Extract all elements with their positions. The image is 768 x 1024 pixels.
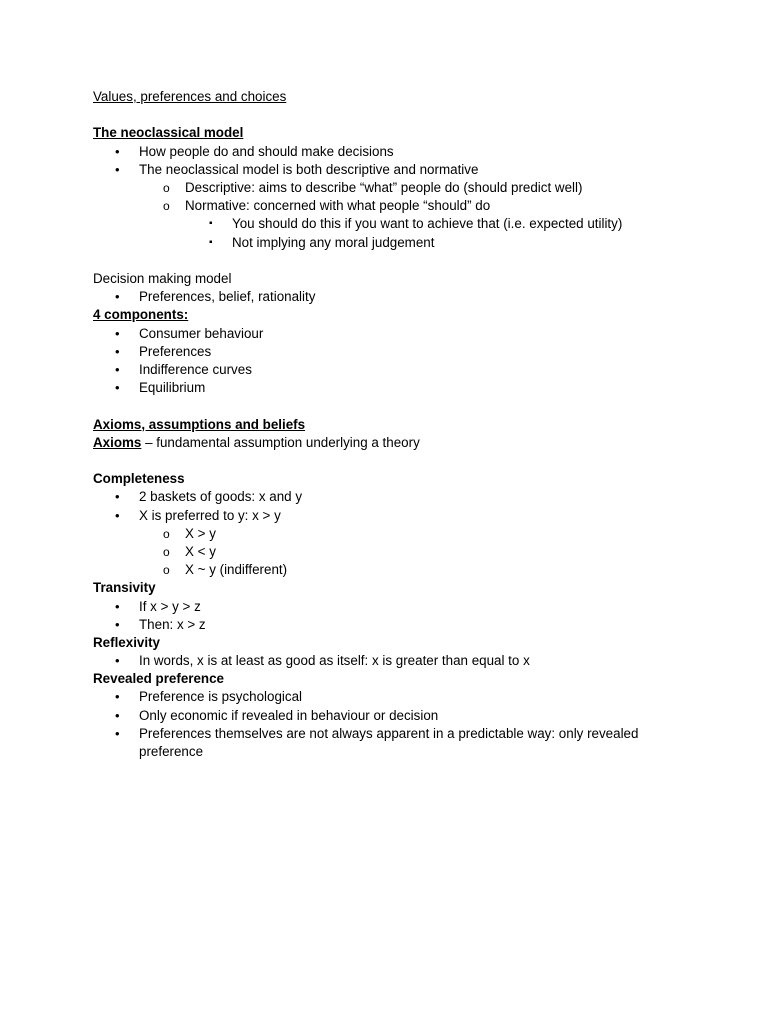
circle-marker: o [163,180,170,195]
list-item-text: Descriptive: aims to describe “what” people do (should predict well) [185,179,583,195]
neoclassical-heading: The neoclassical model [93,125,244,141]
list-item-text: If x > y > z [139,598,201,614]
sub-list-item [93,197,693,215]
bullet-marker: • [115,616,120,632]
bullet-marker: • [115,653,120,669]
spacer [93,106,693,124]
axioms-definition [93,434,693,452]
list-item [93,598,693,616]
list-item-text: X < y [185,543,216,559]
list-item [93,379,693,397]
bullet-marker: • [115,289,120,305]
list-item [93,616,693,634]
list-item-text: Preferences themselves are not always apparent in a predictable way: only revealed preference [139,725,639,760]
bullet-marker: • [115,161,120,177]
square-marker: ▪ [209,236,213,248]
circle-marker: o [163,199,170,214]
list-item-text: Normative: concerned with what people “should” do [185,198,491,214]
list-item [93,361,693,379]
sub-list-item [93,543,693,561]
list-item-text: Not implying any moral judgement [232,234,435,250]
spacer [93,397,693,415]
bullet-marker: • [115,689,120,705]
spacer [93,252,693,270]
axioms-heading: Axioms, assumptions and beliefs [93,416,306,432]
sub-list-item [93,525,693,543]
list-item-text: Then: x > z [139,616,206,632]
list-item [93,325,693,343]
list-item-text: The neoclassical model is both descriptive and normative [139,161,479,177]
components-heading: 4 components: [93,307,189,323]
bullet-marker: • [115,343,120,359]
list-item-text: Preference is psychological [139,689,303,705]
list-item-text: Indifference curves [139,361,252,377]
sub-list-item [93,561,693,579]
list-item [93,488,693,506]
list-item [93,143,693,161]
bullet-marker: • [115,725,120,741]
sub-sub-list-item [93,234,693,252]
list-item-text: X ~ y (indifferent) [185,562,288,578]
bullet-marker: • [115,325,120,341]
document-content [93,88,693,761]
axioms-definition-text: – fundamental assumption underlying a theory [141,434,420,450]
revealed-preference-heading: Revealed preference [93,671,225,687]
transivity-heading: Transivity [93,580,156,596]
list-item-text: X > y [185,525,216,541]
list-item [93,161,693,179]
completeness-heading: Completeness [93,471,185,487]
circle-marker: o [163,544,170,559]
reflexivity-heading: Reflexivity [93,634,160,650]
bullet-marker: • [115,707,120,723]
list-item-text: Preferences [139,343,212,359]
square-marker: ▪ [209,218,213,230]
sub-list-item [93,179,693,197]
bullet-marker: • [115,598,120,614]
document-title: Values, preferences and choices [93,89,287,104]
list-item [93,343,693,361]
list-item-text: Only economic if revealed in behaviour or decision [139,707,439,723]
list-item-text: How people do and should make decisions [139,143,394,159]
circle-marker: o [163,526,170,541]
bullet-marker: • [115,489,120,505]
bullet-marker: • [115,143,120,159]
list-item [93,707,693,725]
list-item-text: Consumer behaviour [139,325,264,341]
list-item-text: In words, x is at least as good as itself: x is greater than equal to x [139,653,530,669]
list-item [93,507,693,525]
list-item [93,725,679,761]
list-item [93,652,693,670]
list-item [93,688,693,706]
spacer [93,452,693,470]
bullet-marker: • [115,380,120,396]
list-item-text: You should do this if you want to achieve that (i.e. expected utility) [232,216,623,232]
list-item-text: 2 baskets of goods: x and y [139,489,303,505]
axioms-term: Axioms [93,434,142,450]
list-item [93,288,693,306]
circle-marker: o [163,563,170,578]
decision-making-heading: Decision making model [93,270,232,286]
sub-sub-list-item [93,215,693,233]
list-item-text: Equilibrium [139,380,206,396]
bullet-marker: • [115,361,120,377]
list-item-text: X is preferred to y: x > y [139,507,281,523]
bullet-marker: • [115,507,120,523]
list-item-text: Preferences, belief, rationality [139,289,316,305]
